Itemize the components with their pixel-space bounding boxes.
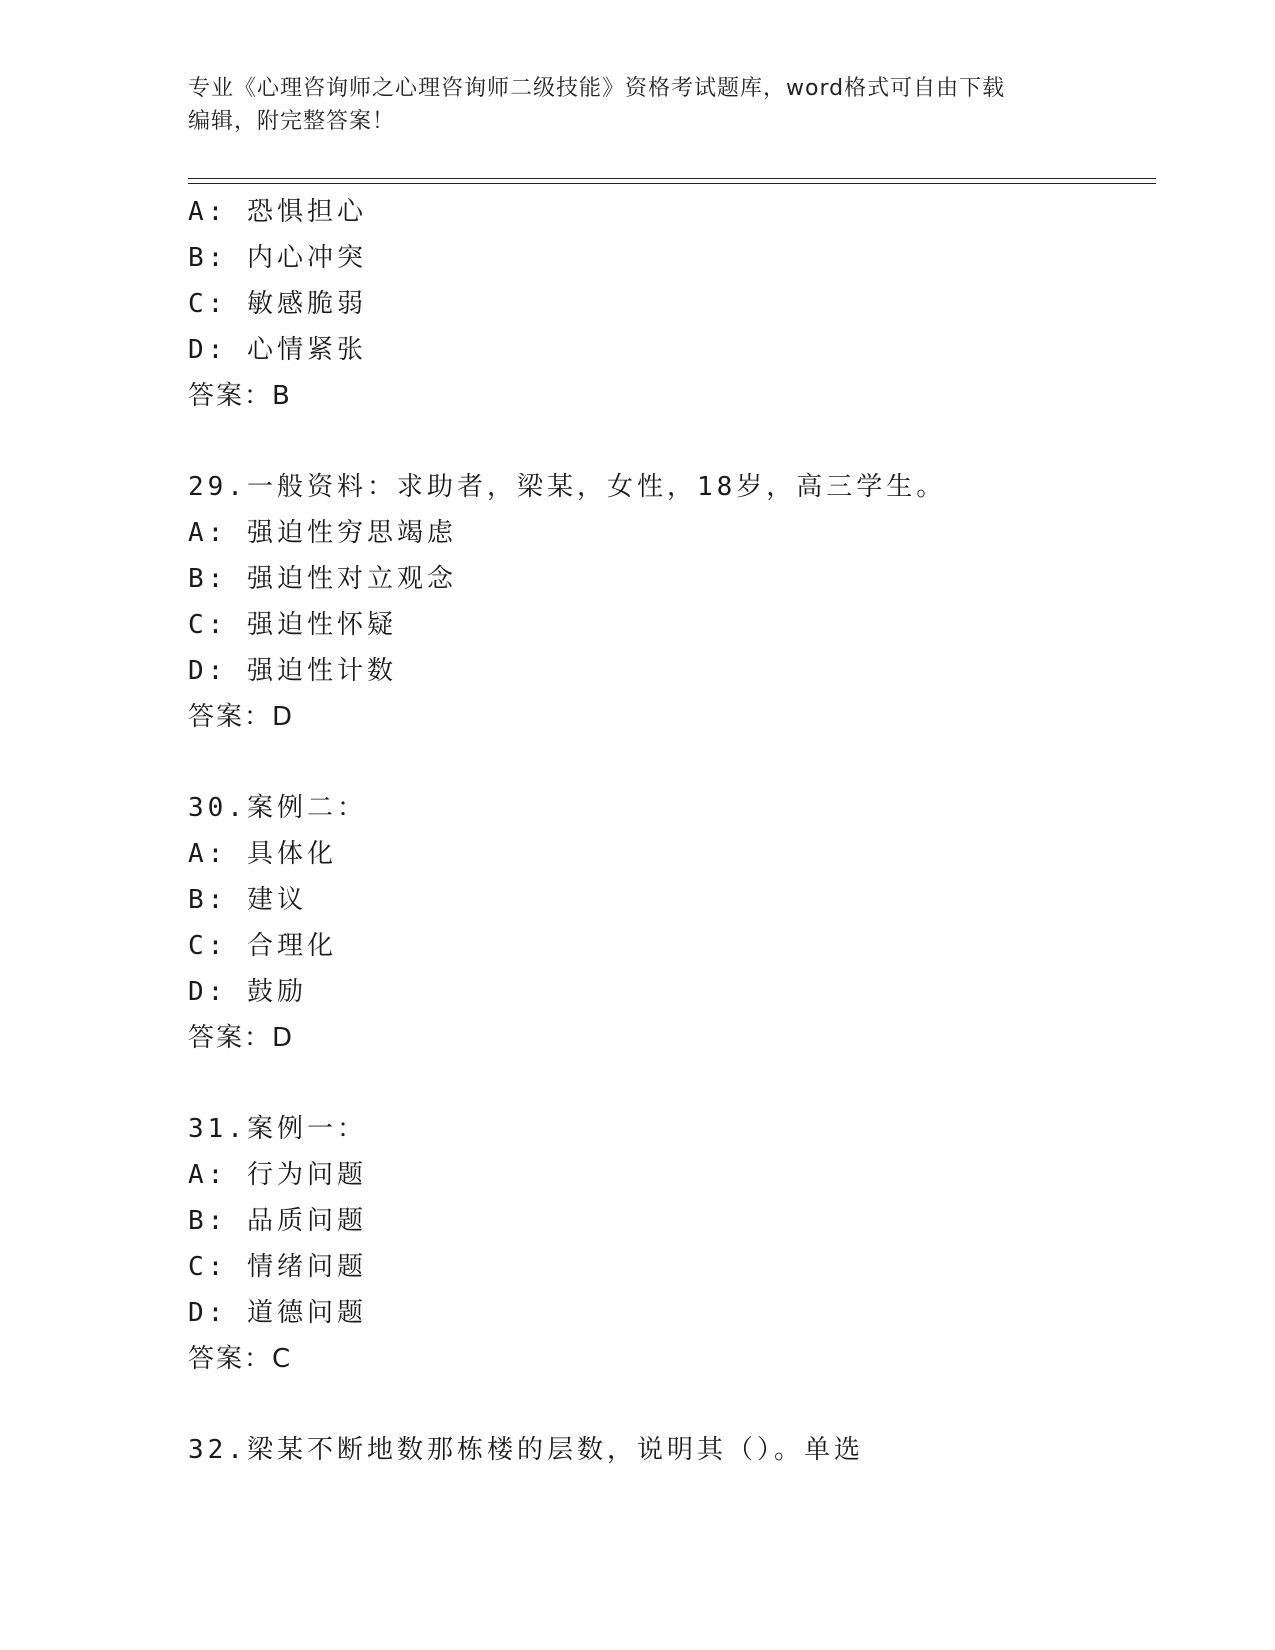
document-header bbox=[188, 72, 1088, 138]
header-line-2: 编辑，附完整答案！ bbox=[188, 109, 396, 134]
option-c: C: 敏感脆弱 bbox=[188, 289, 367, 319]
option-b: B: 品质问题 bbox=[188, 1206, 367, 1236]
spacer bbox=[188, 740, 1148, 785]
spacer bbox=[188, 1382, 1148, 1427]
question-block-31 bbox=[188, 1106, 1148, 1382]
option-d: D: 鼓励 bbox=[188, 977, 307, 1007]
option-c: C: 合理化 bbox=[188, 931, 337, 961]
header-rule-top bbox=[188, 178, 1156, 179]
question-text: 30.案例二： bbox=[188, 793, 367, 823]
option-c: C: 强迫性怀疑 bbox=[188, 610, 397, 640]
question-block-30 bbox=[188, 785, 1148, 1061]
answer-line: 答案：B bbox=[188, 381, 292, 411]
option-d: D: 道德问题 bbox=[188, 1298, 367, 1328]
option-a: A: 行为问题 bbox=[188, 1160, 367, 1190]
header-line-1: 专业《心理咨询师之心理咨询师二级技能》资格考试题库，word格式可自由下载 bbox=[188, 76, 1006, 101]
answer-line: 答案：D bbox=[188, 1023, 295, 1053]
header-rule-bottom bbox=[188, 183, 1156, 184]
option-d: D: 强迫性计数 bbox=[188, 656, 397, 686]
question-block-32 bbox=[188, 1427, 1148, 1473]
option-c: C: 情绪问题 bbox=[188, 1252, 367, 1282]
question-text: 32.梁某不断地数那栋楼的层数，说明其（）。单选 bbox=[188, 1435, 864, 1465]
option-a: A: 具体化 bbox=[188, 839, 337, 869]
option-b: B: 强迫性对立观念 bbox=[188, 564, 457, 594]
option-b: B: 建议 bbox=[188, 885, 307, 915]
question-list bbox=[188, 189, 1148, 1473]
question-block-28 bbox=[188, 189, 1148, 419]
answer-line: 答案：D bbox=[188, 702, 295, 732]
question-text: 31.案例一： bbox=[188, 1114, 367, 1144]
question-text: 29.一般资料：求助者，梁某，女性，18岁，高三学生。 bbox=[188, 472, 947, 502]
option-d: D: 心情紧张 bbox=[188, 335, 367, 365]
question-block-29 bbox=[188, 464, 1148, 740]
spacer bbox=[188, 419, 1148, 464]
option-a: A: 恐惧担心 bbox=[188, 197, 367, 227]
spacer bbox=[188, 1061, 1148, 1106]
option-b: B: 内心冲突 bbox=[188, 243, 367, 273]
answer-line: 答案：C bbox=[188, 1344, 293, 1374]
option-a: A: 强迫性穷思竭虑 bbox=[188, 518, 457, 548]
